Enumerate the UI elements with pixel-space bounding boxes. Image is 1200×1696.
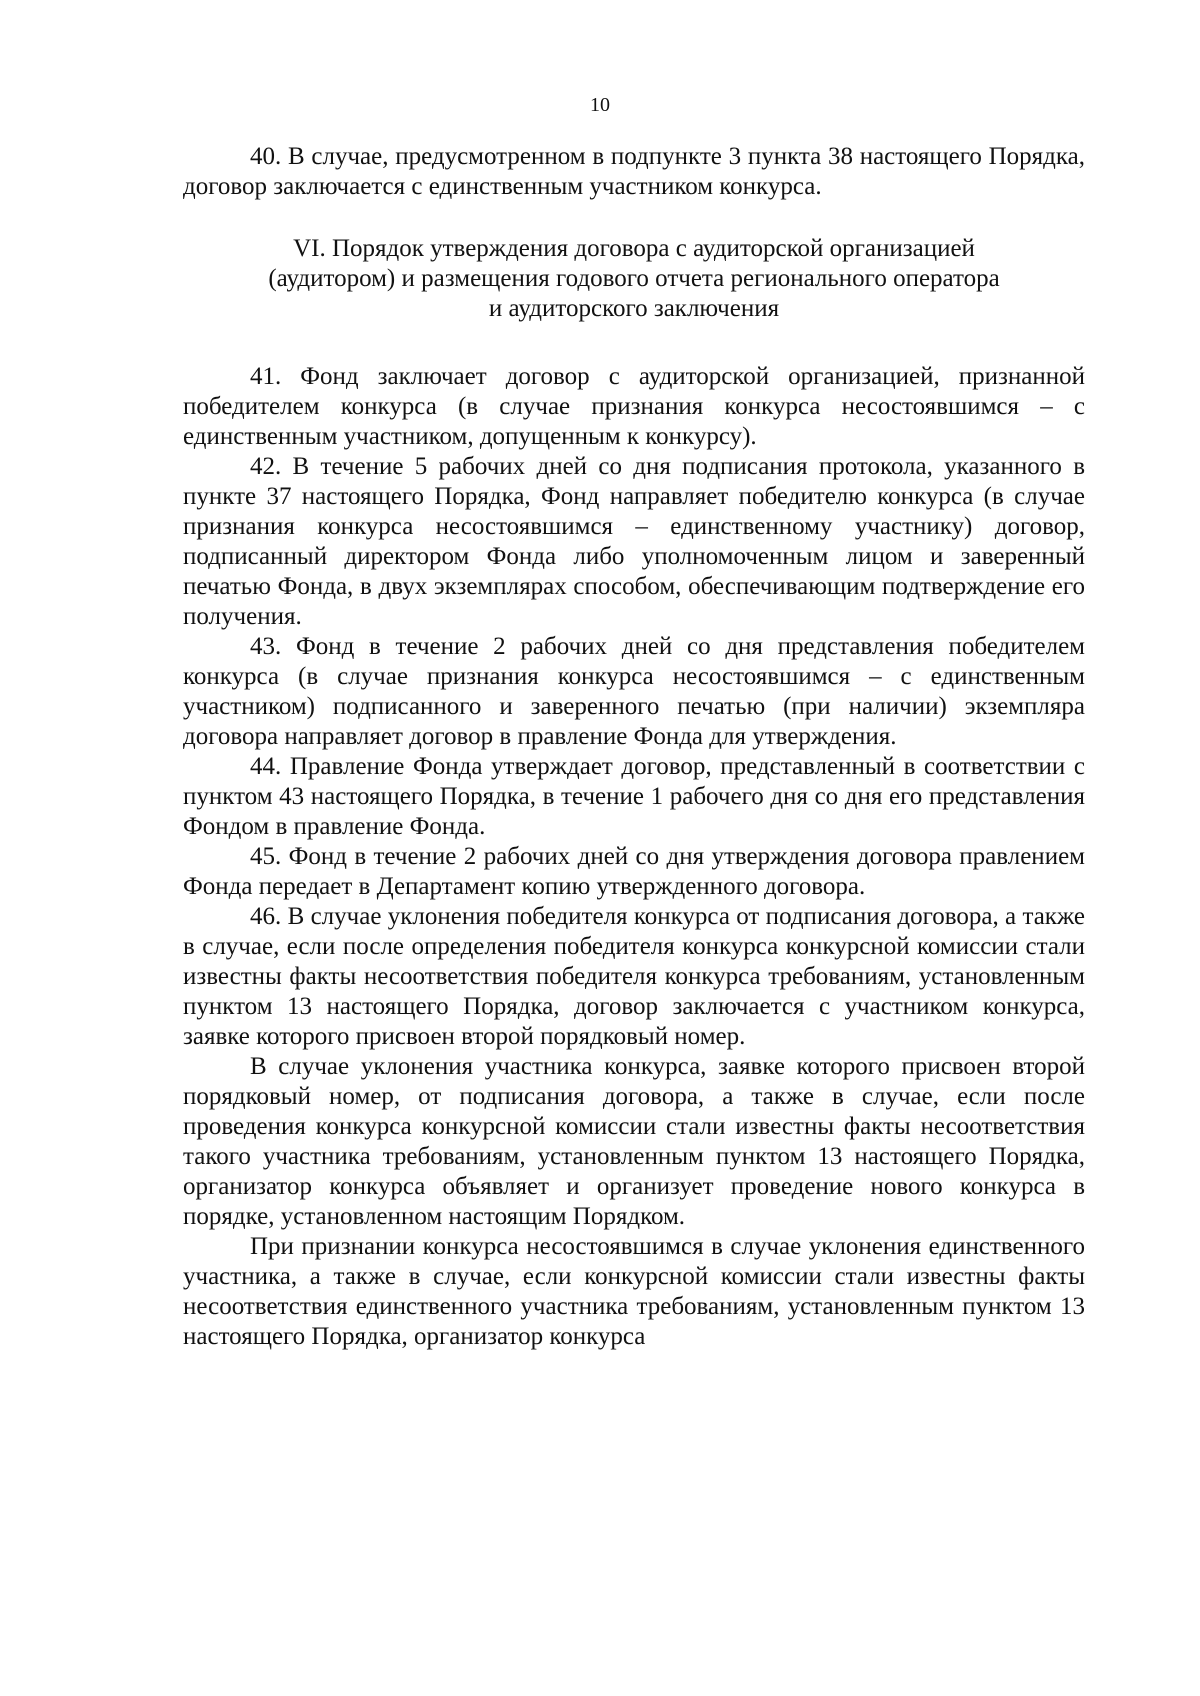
paragraph-45: 45. Фонд в течение 2 рабочих дней со дня утверждения договора правлением Фонда передает в Департамент копию утвержденного договора. [183,843,1085,900]
document-body [183,142,1085,1352]
paragraph-42: 42. В течение 5 рабочих дней со дня подписания протокола, указанного в пункте 37 настоящего Порядка, Фонд направляет победителю конкурса (в случае признания конкурса несостоявшимся – единственному участнику) договор, подписанный директором Фонда либо уполномоченным лицом и заверенный печатью Фонда, в двух экземплярах способом, обеспечивающим подтверждение его получения. [183,453,1085,630]
paragraph-43: 43. Фонд в течение 2 рабочих дней со дня представления победителем конкурса (в случае признания конкурса несостоявшимся – с единственным участником) подписанного и заверенного печатью (при наличии) экземпляра договора направляет договор в правление Фонда для утверждения. [183,633,1085,750]
page-number: 10 [590,94,610,116]
section-heading-line-2: (аудитором) и размещения годового отчета регионального оператора [268,265,1000,292]
paragraph-41: 41. Фонд заключает договор с аудиторской организацией, признанной победителем конкурса (в случае признания конкурса несостоявшимся – с единственным участником, допущенным к конкурсу). [183,363,1085,450]
section-heading-line-1: VI. Порядок утверждения договора с аудиторской организацией [293,235,975,262]
paragraph-46-part-2: В случае уклонения участника конкурса, заявке которого присвоен второй порядковый номер, от подписания договора, а также в случае, если после проведения конкурса конкурсной комиссии стали известны факты несоответствия такого участника требованиям, установленным пунктом 13 настоящего Порядка, организатор конкурса объявляет и организует проведение нового конкурса в порядке, установленном настоящим Порядком. [183,1053,1085,1230]
paragraph-46-part-3: При признании конкурса несостоявшимся в случае уклонения единственного участника, а также в случае, если конкурсной комиссии стали известны факты несоответствия единственного участника требованиям, установленным пунктом 13 настоящего Порядка, организатор конкурса [183,1233,1085,1350]
paragraph-46: 46. В случае уклонения победителя конкурса от подписания договора, а также в случае, если после определения победителя конкурса конкурсной комиссии стали известны факты несоответствия победителя конкурса требованиям, установленным пунктом 13 настоящего Порядка, договор заключается с участником конкурса, заявке которого присвоен второй порядковый номер. [183,903,1085,1050]
paragraph-40: 40. В случае, предусмотренном в подпункте 3 пункта 38 настоящего Порядка, договор заключается с единственным участником конкурса. [183,143,1085,200]
section-heading-line-3: и аудиторского заключения [488,295,780,322]
section-heading [183,234,1085,324]
paragraph-44: 44. Правление Фонда утверждает договор, представленный в соответствии с пунктом 43 настоящего Порядка, в течение 1 рабочего дня со дня его представления Фондом в правление Фонда. [183,753,1085,840]
